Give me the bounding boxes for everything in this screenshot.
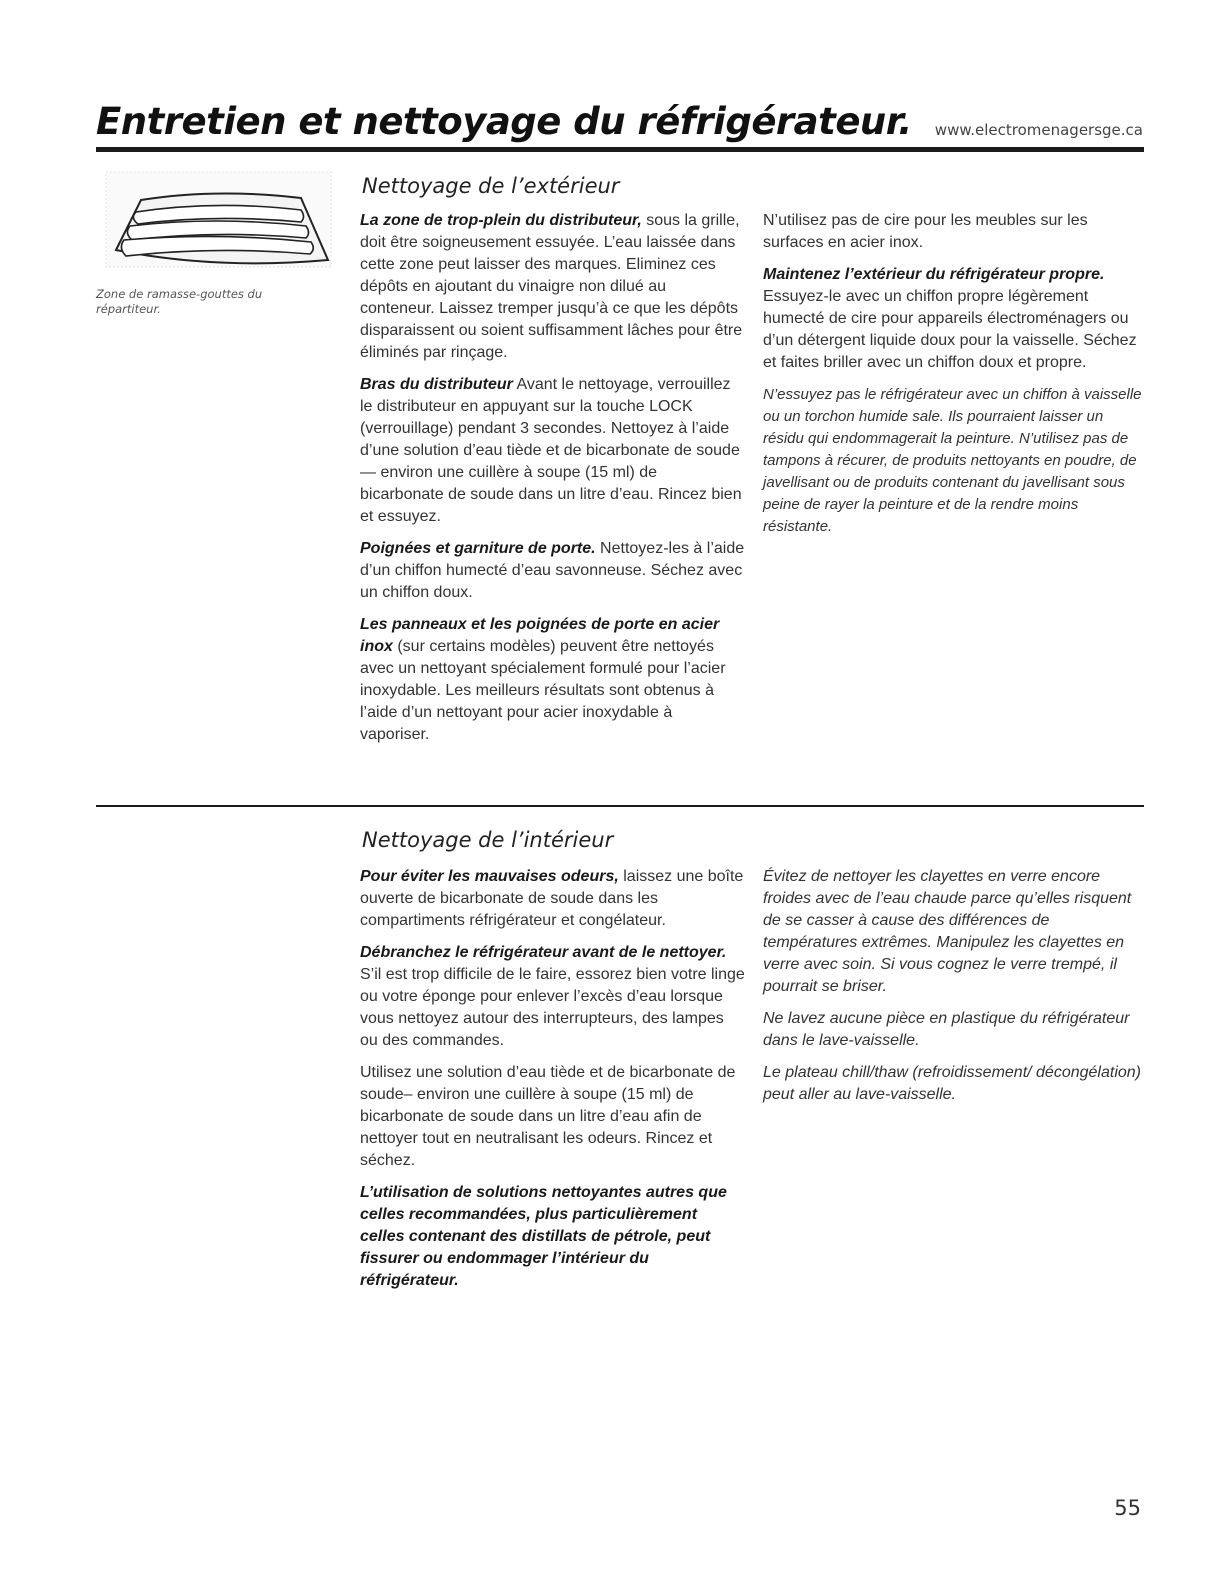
exterior-paragraph: La zone de trop-plein du distributeur, sous la grille, doit être soigneusement essuyée. L’eau laissée dans cette zone peut laisser des marques. Eliminez ces dépôts en ajoutant du vinaigre non dilué au conteneur. Laissez tremper jusqu’à ce que les dépôts disparaissent ou soient suffisamment lâches pour être éliminés par rinçage.: [360, 212, 743, 361]
interior-warning: L’utilisation de solutions nettoyantes autres que celles recommandées, plus particulièrement celles contenant des distillats de pétrole, peut fissurer ou endommager l’intérieur du réfrigérateur.: [360, 1184, 727, 1289]
section-divider: [96, 805, 1144, 807]
page-title: Entretien et nettoyage du réfrigérateur.: [96, 100, 912, 143]
website-url: www.electromenagersge.ca: [934, 121, 1143, 139]
interior-note: Ne lavez aucune pièce en plastique du réfrigérateur dans le lave-vaisselle.: [763, 1010, 1130, 1049]
exterior-paragraph: Poignées et garniture de porte. Nettoyez-les à l’aide d’un chiffon humecté d’eau savonneuse. Séchez avec un chiffon doux.: [360, 540, 745, 601]
exterior-paragraph: N’utilisez pas de cire pour les meubles sur les surfaces en acier inox.: [763, 212, 1088, 251]
interior-paragraph: Débranchez le réfrigérateur avant de le nettoyer. S’il est trop difficile de le faire, essorez bien votre linge ou votre éponge pour enlever l’excès d’eau lorsque vous nettoyez autour des interrupteurs, des lampes ou des commandes.: [360, 944, 745, 1049]
exterior-paragraph: Maintenez l’extérieur du réfrigérateur propre. Essuyez-le avec un chiffon propre légèrement humecté de cire pour appareils électroménagers ou d’un détergent liquide doux pour la vaisselle. Séchez et faites briller avec un chiffon doux et propre.: [763, 266, 1137, 371]
interior-paragraph: Pour éviter les mauvaises odeurs, laissez une boîte ouverte de bicarbonate de soude dans les compartiments réfrigérateur et congélateur.: [360, 868, 744, 929]
header-divider: [96, 147, 1144, 152]
interior-note: Évitez de nettoyer les clayettes en verre encore froides avec de l’eau chaude parce qu’elles risquent de se casser à cause des différences de températures extrêmes. Manipulez les clayettes en verre avec soin. Si vous cognez le verre trempé, il pourrait se briser.: [763, 868, 1132, 995]
page-number: 55: [1114, 1496, 1141, 1520]
interior-right-column: [763, 866, 1145, 1116]
exterior-left-column: [360, 210, 745, 756]
figure-caption: Zone de ramasse-gouttes du répartiteur.: [96, 287, 263, 316]
exterior-right-column: [763, 210, 1145, 548]
exterior-paragraph: Les panneaux et les poignées de porte en acier inox (sur certains modèles) peuvent être nettoyés avec un nettoyant spécialement formulé pour l’acier inoxydable. Les meilleurs résultats sont obtenus à l’aide d’un nettoyant pour acier inoxydable à vaporiser.: [360, 616, 726, 743]
interior-heading: Nettoyage de l’intérieur: [362, 828, 614, 852]
interior-paragraph: Utilisez une solution d’eau tiède et de bicarbonate de soude– environ une cuillère à soupe (15 ml) de bicarbonate de soude dans un litre d’eau afin de nettoyer tout en neutralisant les odeurs. Rincez et séchez.: [360, 1064, 736, 1169]
exterior-caution: N’essuyez pas le réfrigérateur avec un chiffon à vaisselle ou un torchon humide sale. Ils pourraient laisser un résidu qui endommagerait la peinture. N’utilisez pas de tampons à récurer, de produits nettoyants en poudre, de javellisant ou de produits contenant du javellisant sous peine de rayer la peinture et de la rendre moins résistante.: [763, 386, 1142, 535]
exterior-heading: Nettoyage de l’extérieur: [362, 174, 620, 198]
exterior-paragraph: Bras du distributeur Avant le nettoyage, verrouillez le distributeur en appuyant sur la touche LOCK (verrouillage) pendant 3 secondes. Nettoyez à l’aide d’une solution d’eau tiède et de bicarbonate de soude — environ une cuillère à soupe (15 ml) de bicarbonate de soude dans un litre d’eau. Rincez bien et essuyez.: [360, 376, 742, 525]
drip-tray-figure: [96, 170, 346, 317]
drip-tray-icon: [96, 170, 336, 275]
interior-note: Le plateau chill/thaw (refroidissement/ décongélation) peut aller au lave-vaisselle.: [763, 1064, 1141, 1103]
interior-left-column: [360, 866, 745, 1302]
